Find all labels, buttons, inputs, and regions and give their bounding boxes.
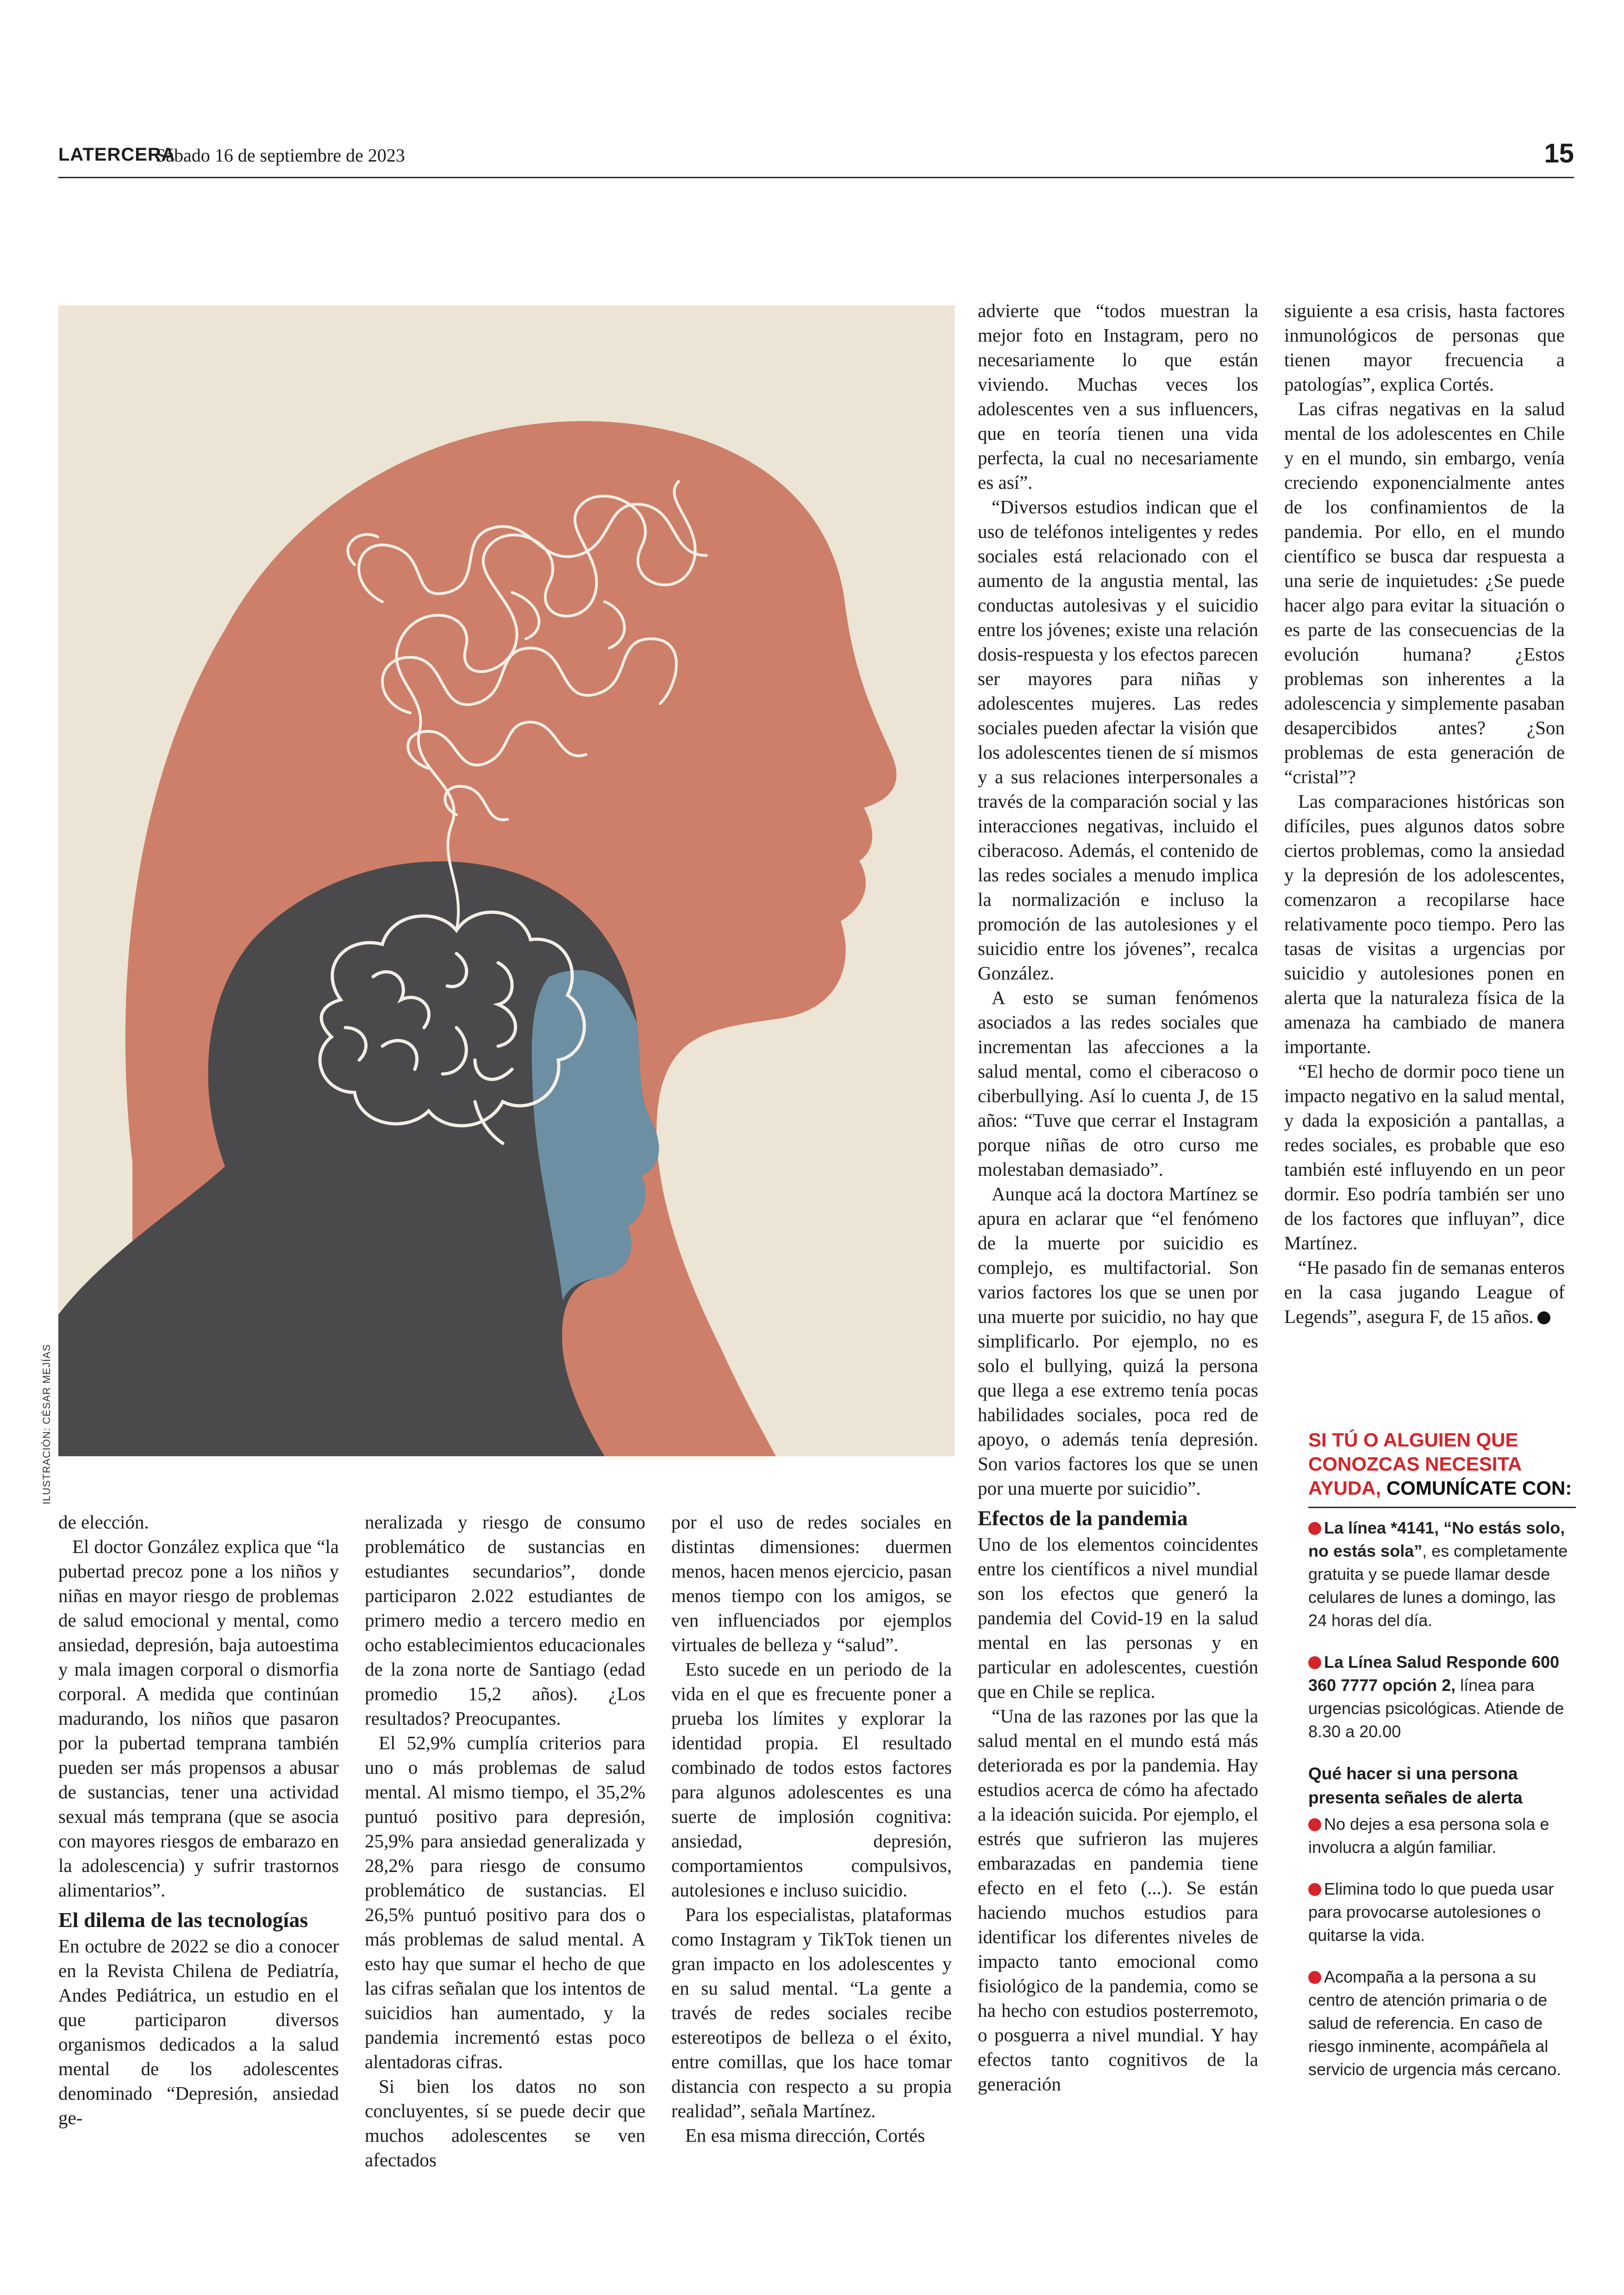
paragraph-text: “He pasado fin de semanas enteros en la casa jugando League of Legends”, asegura F, de 15 años. — [1284, 1257, 1565, 1327]
paragraph: En esa misma dirección, Cortés — [685, 2125, 925, 2146]
section-heading: Efectos de la pandemia — [978, 1506, 1188, 1530]
help-box — [1308, 1428, 1576, 2100]
article-column-4 — [978, 299, 1258, 2096]
tip-item — [1308, 1877, 1576, 1947]
issue-date: Sábado 16 de septiembre de 2023 — [156, 145, 405, 166]
paragraph: Esto sucede en un periodo de la vida en el que es frecuente poner a prueba los límites y explorar la identidad propia. El resultado combinado de todos estos factores para algunos adolescentes es una suerte de implosión cognitiva: ansiedad, depresión, comportamientos compulsivos, autolesiones e incluso suicidio. — [671, 1659, 952, 1901]
newspaper-brand: LATERCERA — [58, 144, 175, 165]
bullet-icon — [1308, 1656, 1321, 1669]
paragraph: advierte que “todos muestran la mejor foto en Instagram, pero no necesariamente lo que están viviendo. Muchas veces los adolescentes ven a sus influencers, que en teoría tienen una vida perfecta, la cual no necesariamente es así”. — [978, 300, 1258, 493]
help-title — [1308, 1428, 1576, 1500]
paragraph: “Diversos estudios indican que el uso de teléfonos inteligentes y redes sociales está relacionado con el aumento de la angustia mental, las conductas autolesivas y el suicidio entre los jóvenes; existe una relación dosis-respuesta y los efectos parecen ser mayores para niñas y adolescentes mujeres. Las redes sociales pueden afectar la visión que los adolescentes tienen de sí mismos y a sus relaciones interpersonales a través de la comparación social y las interacciones negativas, incluido el ciberacoso. Además, el contenido de las redes sociales a menudo implica la normalización e incluso la promoción de las autolesiones y el suicidio entre los jóvenes”, recalca González. — [978, 496, 1258, 984]
paragraph: “Una de las razones por las que la salud mental en el mundo está más deteriorada es por la pandemia. Hay estudios acerca de cómo ha afectado a la ideación suicida. Por ejemplo, el estrés que sufrieron las mujeres embarazadas en pandemia tiene efecto en el feto (...). Se están haciendo muchos estudios para identificar los diferentes niveles de impacto tanto emocional como fisiológico de la pandemia, como se ha hecho con estudios posterremoto, o posguerra a nivel mundial. Y hay efectos tanto cognitivos de la generación — [978, 1705, 1258, 2095]
article-column-1 — [58, 1510, 339, 2130]
help-rule — [1308, 1507, 1576, 1508]
tip-item — [1308, 1813, 1576, 1859]
article-illustration — [58, 306, 955, 1456]
paragraph: Las comparaciones históricas son difíciles, pues algunos datos sobre ciertos problemas, como la ansiedad y la depresión de los adolescentes, comenzaron a recopilarse hace relativamente poco tiempo. Pero las tasas de visitas a urgencias por suicidio y autolesiones ponen en alerta que la naturaleza física de la amenaza ha cambiado de manera importante. — [1284, 791, 1565, 1057]
paragraph: A esto se suman fenómenos asociados a las redes sociales que incrementan las afecciones a la salud mental, como el ciberacoso o ciberbullying. Así lo cuenta J, de 15 años: “Tuve que cerrar el Instagram porque niñas de otro curso me molestaban demasiado”. — [978, 987, 1258, 1180]
paragraph: Uno de los elementos coincidentes entre los científicos a nivel mundial son los efectos que generó la pandemia del Covid-19 en la salud mental en las personas y en particular en adolescentes, cuestión que en Chile se replica. — [978, 1534, 1258, 1702]
help-line-name: La línea *4141, “No estás solo, no estás sola” — [1308, 1518, 1565, 1560]
tip-text: Acompaña a la persona a su centro de atención primaria o de salud de referencia. En caso de riesgo inminente, acompáñela al servicio de urgencia más cercano. — [1308, 1967, 1562, 2079]
help-title-red: SI TÚ O ALGUIEN QUE CONOZCAS NECESITA AYUDA, — [1308, 1429, 1521, 1499]
paragraph: El 52,9% cumplía criterios para uno o más problemas de salud mental. Al mismo tiempo, el 35,2% puntuó positivo para depresión, 25,9% para ansiedad generalizada y 28,2% para riesgo de consumo problemático de sustancias. El 26,5% puntuó positivo para dos o más problemas de salud mental. A esto hay que sumar el hecho de que las cifras señalan que los intentos de suicidios han aumentado, y la pandemia incrementó estas poco alentadoras cifras. — [365, 1732, 645, 2072]
help-title-black: COMUNÍCATE CON: — [1386, 1477, 1572, 1499]
article-column-3 — [671, 1510, 952, 2148]
page-header — [58, 138, 1574, 175]
article-column-5 — [1284, 299, 1565, 1329]
bullet-icon — [1308, 1818, 1321, 1831]
paragraph: Las cifras negativas en la salud mental de los adolescentes en Chile y en el mundo, sin embargo, venía creciendo exponencialmente antes de los confinamientos de la pandemia. Por ello, en el mundo científico se busca dar respuesta a una serie de inquietudes: ¿Se puede hacer algo para evitar la situación o es parte de las consecuencias de la evolución humana? ¿Estos problemas son inherentes a la adolescencia y simplemente pasaban desapercibidos antes? ¿Son problemas de esta generación de “cristal”? — [1284, 398, 1565, 787]
page-number: 15 — [1544, 138, 1574, 168]
end-of-article-icon — [1537, 1311, 1550, 1324]
tip-item — [1308, 1965, 1576, 2081]
article-column-2 — [365, 1510, 645, 2172]
paragraph: Para los especialistas, plataformas como Instagram y TikTok tienen un gran impacto en los adolescentes y en su salud mental. “La gente a través de redes sociales recibe estereotipos de belleza o el éxito, entre comillas, que los hace tomar distancia con respecto a su propia realidad”, señala Martínez. — [671, 1904, 952, 2121]
paragraph: “El hecho de dormir poco tiene un impacto negativo en la salud mental, y dada la exposición a pantallas, a redes sociales, es probable que eso también esté influyendo en un peor dormir. Eso podría también ser uno de los factores que influyan”, dice Martínez. — [1284, 1060, 1565, 1254]
help-line-4141 — [1308, 1516, 1576, 1632]
paragraph: neralizada y riesgo de consumo problemático de sustancias en estudiantes secundarios”, donde participaron 2.022 estudiantes de primero medio a tercero medio en ocho establecimientos educacionales de la zona norte de Santiago (edad promedio 15,2 años). ¿Los resultados? Preocupantes. — [365, 1511, 645, 1729]
paragraph: siguiente a esa crisis, hasta factores inmunológicos de personas que tienen mayor frecuencia a patologías”, explica Cortés. — [1284, 300, 1565, 395]
paragraph: En octubre de 2022 se dio a conocer en la Revista Chilena de Pediatría, Andes Pediátrica, un estudio en el que participaron diversos organismos dedicados a la salud mental de los adolescentes denominado “Depresión, ansiedad ge- — [58, 1935, 339, 2128]
paragraph: por el uso de redes sociales en distintas dimensiones: duermen menos, hacen menos ejercicio, pasan menos tiempo con los amigos, se ven influenciados por ejemplos virtuales de belleza y “salud”. — [671, 1511, 952, 1655]
help-line-name: La Línea Salud Responde 600 360 7777 opción 2, — [1308, 1653, 1560, 1695]
tip-text: No dejes a esa persona sola e involucra a algún familiar. — [1308, 1815, 1549, 1857]
bullet-icon — [1308, 1971, 1321, 1984]
help-line-text: , es completamente gratuita y se puede llamar desde celulares de lunes a domingo, las 24 horas del día. — [1308, 1541, 1568, 1630]
tip-text: Elimina todo lo que pueda usar para provocarse autolesiones o quitarse la vida. — [1308, 1879, 1554, 1945]
paragraph: Si bien los datos no son concluyentes, sí se puede decir que muchos adolescentes se ven afectados — [365, 2076, 645, 2170]
paragraph: Aunque acá la doctora Martínez se apura en aclarar que “el fenómeno de la muerte por suicidio es complejo, es multifactorial. Son varios factores los que se unen por una muerte por suicidio, no hay que simplificarlo. Por ejemplo, no es solo el bullying, quizá la persona que llega a ese extremo tenía pocas habilidades sociales, poca red de apoyo, o además tenía depresión. Son varios factores los que se unen por una muerte por suicidio”. — [978, 1183, 1258, 1499]
bullet-icon — [1308, 1883, 1321, 1896]
header-rule — [58, 177, 1574, 178]
alert-signs-subtitle: Qué hacer si una persona presenta señales de alerta — [1308, 1764, 1523, 1807]
paragraph: El doctor González explica que “la pubertad precoz pone a los niños y niñas en mayor riesgo de problemas de salud emocional y mental, como ansiedad, depresión, baja autoestima y mala imagen corporal o dismorfia corporal. A medida que continúan madurando, los niños que pasaron por la pubertad temprana también pueden ser más propensos a abusar de sustancias, tener una actividad sexual más temprana (que se asocia con mayores riesgos de embarazo en la adolescencia) y sufrir trastornos alimentarios”. — [58, 1536, 339, 1901]
paragraph: de elección. — [58, 1511, 149, 1533]
paragraph-final — [1284, 1255, 1565, 1329]
bullet-icon — [1308, 1522, 1321, 1535]
help-line-salud-responde — [1308, 1651, 1576, 1743]
help-line-text: línea para urgencias psicológicas. Atiende de 8.30 a 20.00 — [1308, 1676, 1564, 1741]
illustration-credit: ILUSTRACIÓN: CÉSAR MEJÍAS — [41, 1344, 52, 1504]
section-heading: El dilema de las tecnologías — [58, 1908, 308, 1932]
